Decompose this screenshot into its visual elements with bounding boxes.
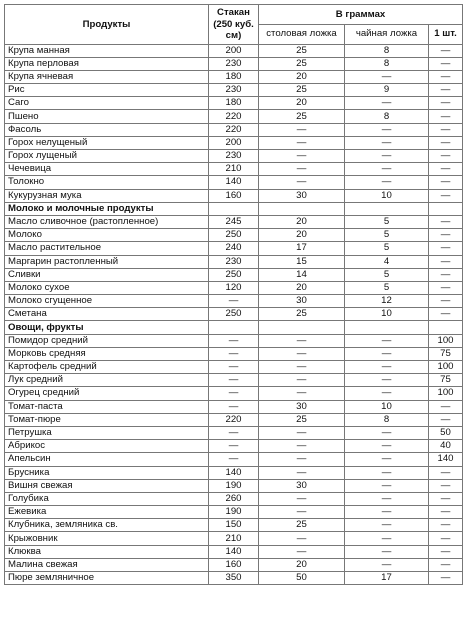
table-row: [5, 123, 463, 136]
table-row: [5, 492, 463, 505]
teaspoon-value: 5: [345, 215, 429, 228]
glass-value: —: [209, 347, 259, 360]
glass-value: 180: [209, 70, 259, 83]
glass-value: 260: [209, 492, 259, 505]
tablespoon-value: —: [259, 426, 345, 439]
piece-value: —: [429, 545, 463, 558]
glass-value: 180: [209, 97, 259, 110]
tablespoon-value: 25: [259, 308, 345, 321]
glass-value: 220: [209, 110, 259, 123]
product-name: Клюква: [5, 545, 209, 558]
tablespoon-value: 30: [259, 479, 345, 492]
tablespoon-value: 15: [259, 255, 345, 268]
tablespoon-value: 20: [259, 97, 345, 110]
product-name: Пюре земляничное: [5, 572, 209, 585]
table-row: [5, 97, 463, 110]
glass-value: 250: [209, 229, 259, 242]
piece-value: —: [429, 268, 463, 281]
product-name: Крыжовник: [5, 532, 209, 545]
product-name: Горох лущеный: [5, 150, 209, 163]
tablespoon-value: 20: [259, 229, 345, 242]
glass-value: —: [209, 426, 259, 439]
table-row: [5, 374, 463, 387]
teaspoon-value: —: [345, 347, 429, 360]
tablespoon-value: —: [259, 176, 345, 189]
table-row: [5, 426, 463, 439]
piece-value: —: [429, 532, 463, 545]
teaspoon-value: 5: [345, 242, 429, 255]
tablespoon-value: 20: [259, 215, 345, 228]
piece-value: —: [429, 242, 463, 255]
tablespoon-value: —: [259, 545, 345, 558]
tablespoon-value: 30: [259, 295, 345, 308]
piece-value: —: [429, 136, 463, 149]
tablespoon-value: —: [259, 387, 345, 400]
product-name: Томат-пюре: [5, 413, 209, 426]
teaspoon-value: 8: [345, 413, 429, 426]
empty-cell: [259, 321, 345, 334]
piece-value: 100: [429, 387, 463, 400]
product-name: Томат-паста: [5, 400, 209, 413]
tablespoon-value: —: [259, 466, 345, 479]
empty-cell: [429, 202, 463, 215]
table-row: [5, 347, 463, 360]
teaspoon-value: 12: [345, 295, 429, 308]
measures-table: [4, 4, 463, 585]
tablespoon-value: —: [259, 361, 345, 374]
piece-value: —: [429, 176, 463, 189]
tablespoon-value: —: [259, 492, 345, 505]
teaspoon-value: 8: [345, 44, 429, 57]
glass-value: 230: [209, 84, 259, 97]
empty-cell: [345, 321, 429, 334]
glass-value: 140: [209, 176, 259, 189]
piece-value: —: [429, 281, 463, 294]
table-row: [5, 215, 463, 228]
teaspoon-value: —: [345, 426, 429, 439]
teaspoon-value: —: [345, 163, 429, 176]
teaspoon-value: —: [345, 150, 429, 163]
piece-value: —: [429, 295, 463, 308]
teaspoon-value: —: [345, 361, 429, 374]
table-row: [5, 281, 463, 294]
glass-value: —: [209, 334, 259, 347]
teaspoon-value: 17: [345, 572, 429, 585]
table-row: [5, 136, 463, 149]
product-name: Картофель средний: [5, 361, 209, 374]
tablespoon-value: —: [259, 136, 345, 149]
teaspoon-value: 5: [345, 229, 429, 242]
piece-value: —: [429, 519, 463, 532]
tablespoon-value: 25: [259, 110, 345, 123]
product-name: Ежевика: [5, 506, 209, 519]
piece-value: 40: [429, 440, 463, 453]
empty-cell: [345, 202, 429, 215]
table-row: [5, 400, 463, 413]
tablespoon-value: 20: [259, 558, 345, 571]
product-name: Масло сливочное (растопленное): [5, 215, 209, 228]
glass-value: 200: [209, 44, 259, 57]
tablespoon-value: 20: [259, 70, 345, 83]
teaspoon-value: —: [345, 374, 429, 387]
table-row: [5, 189, 463, 202]
tablespoon-value: —: [259, 163, 345, 176]
product-name: Голубика: [5, 492, 209, 505]
table-body: [5, 44, 463, 585]
header-product: Продукты: [5, 5, 209, 45]
table-row: [5, 361, 463, 374]
piece-value: —: [429, 163, 463, 176]
piece-value: 75: [429, 347, 463, 360]
glass-value: 220: [209, 413, 259, 426]
glass-value: —: [209, 361, 259, 374]
table-row: [5, 44, 463, 57]
product-name: Рис: [5, 84, 209, 97]
table-row: [5, 440, 463, 453]
product-name: Петрушка: [5, 426, 209, 439]
glass-value: 240: [209, 242, 259, 255]
piece-value: —: [429, 413, 463, 426]
tablespoon-value: —: [259, 374, 345, 387]
teaspoon-value: —: [345, 519, 429, 532]
table-header: [5, 5, 463, 45]
product-name: Масло растительное: [5, 242, 209, 255]
piece-value: —: [429, 229, 463, 242]
piece-value: —: [429, 215, 463, 228]
product-name: Толокно: [5, 176, 209, 189]
tablespoon-value: 50: [259, 572, 345, 585]
product-name: Лук средний: [5, 374, 209, 387]
tablespoon-value: 17: [259, 242, 345, 255]
product-name: Сметана: [5, 308, 209, 321]
teaspoon-value: 10: [345, 189, 429, 202]
header-glass: Стакан (250 куб. см): [209, 5, 259, 45]
table-row: [5, 57, 463, 70]
table-row: [5, 84, 463, 97]
empty-cell: [209, 202, 259, 215]
table-row: [5, 479, 463, 492]
tablespoon-value: 30: [259, 189, 345, 202]
glass-value: —: [209, 374, 259, 387]
glass-value: 230: [209, 57, 259, 70]
table-row: [5, 558, 463, 571]
table-row: [5, 532, 463, 545]
teaspoon-value: —: [345, 545, 429, 558]
glass-value: —: [209, 295, 259, 308]
table-row: [5, 150, 463, 163]
glass-value: 190: [209, 479, 259, 492]
glass-value: 160: [209, 189, 259, 202]
teaspoon-value: 9: [345, 84, 429, 97]
product-name: Огурец средний: [5, 387, 209, 400]
piece-value: —: [429, 123, 463, 136]
product-name: Молоко: [5, 229, 209, 242]
glass-value: 230: [209, 255, 259, 268]
product-name: Горох нелущеный: [5, 136, 209, 149]
teaspoon-value: —: [345, 70, 429, 83]
product-name: Крупа манная: [5, 44, 209, 57]
section-title: Овощи, фрукты: [5, 321, 209, 334]
piece-value: 50: [429, 426, 463, 439]
section-title: Молоко и молочные продукты: [5, 202, 209, 215]
teaspoon-value: 4: [345, 255, 429, 268]
tablespoon-value: —: [259, 453, 345, 466]
piece-value: 75: [429, 374, 463, 387]
teaspoon-value: —: [345, 558, 429, 571]
teaspoon-value: —: [345, 136, 429, 149]
table-row: [5, 255, 463, 268]
section-row: [5, 202, 463, 215]
tablespoon-value: 25: [259, 413, 345, 426]
piece-value: —: [429, 492, 463, 505]
tablespoon-value: 20: [259, 281, 345, 294]
table-row: [5, 295, 463, 308]
glass-value: 210: [209, 163, 259, 176]
product-name: Морковь средняя: [5, 347, 209, 360]
table-row: [5, 163, 463, 176]
teaspoon-value: —: [345, 466, 429, 479]
table-row: [5, 413, 463, 426]
glass-value: 220: [209, 123, 259, 136]
tablespoon-value: 30: [259, 400, 345, 413]
table-row: [5, 110, 463, 123]
glass-value: 245: [209, 215, 259, 228]
product-name: Пшено: [5, 110, 209, 123]
teaspoon-value: —: [345, 532, 429, 545]
teaspoon-value: 8: [345, 110, 429, 123]
teaspoon-value: —: [345, 479, 429, 492]
piece-value: —: [429, 57, 463, 70]
tablespoon-value: —: [259, 150, 345, 163]
product-name: Сливки: [5, 268, 209, 281]
table-row: [5, 387, 463, 400]
glass-value: 120: [209, 281, 259, 294]
glass-value: 350: [209, 572, 259, 585]
teaspoon-value: 8: [345, 57, 429, 70]
product-name: Кукурузная мука: [5, 189, 209, 202]
table-row: [5, 572, 463, 585]
teaspoon-value: 10: [345, 400, 429, 413]
product-name: Саго: [5, 97, 209, 110]
header-tablespoon: столовая ложка: [259, 24, 345, 44]
table-row: [5, 334, 463, 347]
teaspoon-value: —: [345, 492, 429, 505]
piece-value: —: [429, 97, 463, 110]
teaspoon-value: —: [345, 453, 429, 466]
tablespoon-value: —: [259, 440, 345, 453]
tablespoon-value: —: [259, 532, 345, 545]
piece-value: 100: [429, 334, 463, 347]
tablespoon-value: —: [259, 123, 345, 136]
empty-cell: [209, 321, 259, 334]
piece-value: —: [429, 572, 463, 585]
table-row: [5, 506, 463, 519]
product-name: Апельсин: [5, 453, 209, 466]
teaspoon-value: —: [345, 440, 429, 453]
table-row: [5, 176, 463, 189]
glass-value: 150: [209, 519, 259, 532]
teaspoon-value: 5: [345, 268, 429, 281]
piece-value: —: [429, 558, 463, 571]
glass-value: 140: [209, 466, 259, 479]
product-name: Клубника, земляника св.: [5, 519, 209, 532]
tablespoon-value: 25: [259, 44, 345, 57]
piece-value: —: [429, 110, 463, 123]
table-row: [5, 466, 463, 479]
teaspoon-value: —: [345, 506, 429, 519]
table-row: [5, 70, 463, 83]
glass-value: 250: [209, 308, 259, 321]
teaspoon-value: 10: [345, 308, 429, 321]
product-name: Фасоль: [5, 123, 209, 136]
product-name: Крупа перловая: [5, 57, 209, 70]
piece-value: —: [429, 479, 463, 492]
header-grams: В граммах: [259, 5, 463, 25]
tablespoon-value: 25: [259, 519, 345, 532]
teaspoon-value: 5: [345, 281, 429, 294]
glass-value: 230: [209, 150, 259, 163]
tablespoon-value: —: [259, 347, 345, 360]
product-name: Брусника: [5, 466, 209, 479]
product-name: Помидор средний: [5, 334, 209, 347]
piece-value: 140: [429, 453, 463, 466]
tablespoon-value: 25: [259, 84, 345, 97]
glass-value: —: [209, 440, 259, 453]
header-teaspoon: чайная ложка: [345, 24, 429, 44]
product-name: Абрикос: [5, 440, 209, 453]
table-row: [5, 242, 463, 255]
table-row: [5, 268, 463, 281]
piece-value: —: [429, 466, 463, 479]
product-name: Малина свежая: [5, 558, 209, 571]
glass-value: —: [209, 453, 259, 466]
product-name: Крупа ячневая: [5, 70, 209, 83]
piece-value: —: [429, 255, 463, 268]
product-name: Вишня свежая: [5, 479, 209, 492]
glass-value: 190: [209, 506, 259, 519]
empty-cell: [259, 202, 345, 215]
tablespoon-value: —: [259, 506, 345, 519]
teaspoon-value: —: [345, 123, 429, 136]
empty-cell: [429, 321, 463, 334]
tablespoon-value: 14: [259, 268, 345, 281]
piece-value: 100: [429, 361, 463, 374]
piece-value: —: [429, 400, 463, 413]
teaspoon-value: —: [345, 97, 429, 110]
table-row: [5, 453, 463, 466]
table-row: [5, 229, 463, 242]
table-row: [5, 545, 463, 558]
piece-value: —: [429, 308, 463, 321]
glass-value: 140: [209, 545, 259, 558]
table-row: [5, 519, 463, 532]
piece-value: —: [429, 70, 463, 83]
glass-value: 210: [209, 532, 259, 545]
tablespoon-value: 25: [259, 57, 345, 70]
piece-value: —: [429, 506, 463, 519]
teaspoon-value: —: [345, 334, 429, 347]
measures-table-sheet: [4, 4, 462, 585]
teaspoon-value: —: [345, 387, 429, 400]
product-name: Чечевица: [5, 163, 209, 176]
tablespoon-value: —: [259, 334, 345, 347]
glass-value: —: [209, 400, 259, 413]
product-name: Маргарин растопленный: [5, 255, 209, 268]
piece-value: —: [429, 150, 463, 163]
product-name: Молоко сгущенное: [5, 295, 209, 308]
teaspoon-value: —: [345, 176, 429, 189]
glass-value: 200: [209, 136, 259, 149]
header-piece: 1 шт.: [429, 24, 463, 44]
glass-value: 250: [209, 268, 259, 281]
piece-value: —: [429, 84, 463, 97]
product-name: Молоко сухое: [5, 281, 209, 294]
table-row: [5, 308, 463, 321]
section-row: [5, 321, 463, 334]
glass-value: 160: [209, 558, 259, 571]
piece-value: —: [429, 44, 463, 57]
piece-value: —: [429, 189, 463, 202]
glass-value: —: [209, 387, 259, 400]
